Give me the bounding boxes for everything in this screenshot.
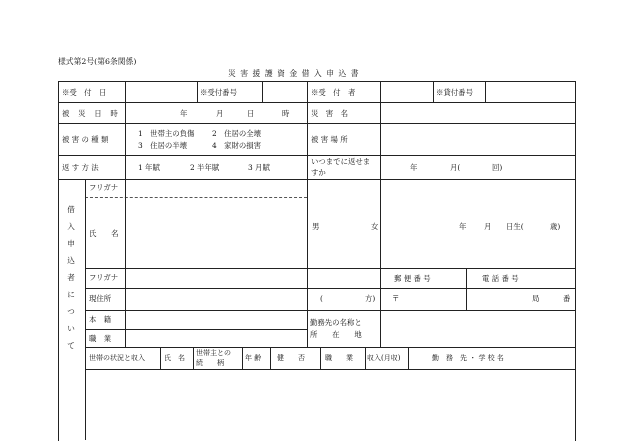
phone-exchange-unit: 局 [532,294,540,303]
date-hour-unit: 時 [282,109,290,118]
repay-times-unit: 回) [492,163,503,172]
household-col-health: 健 否 [277,354,305,362]
furigana-dash-line [85,197,307,198]
col-line [408,347,409,369]
col-line [380,179,381,268]
repay-option-monthly: 3 月賦 [248,163,270,172]
date-year-unit: 年 [180,109,188,118]
row-line [58,179,576,180]
row-line [85,288,576,289]
row-line [307,310,576,311]
damage-place-label: 被 害 場 所 [311,135,348,144]
col-line [242,347,243,369]
disaster-date-label: 被 災 日 時 [62,109,122,118]
disaster-name-label: 災 害 名 [311,109,348,118]
furigana-label: フリガナ [89,183,119,192]
postal-mark-icon: 〒 [392,294,400,303]
household-col-relation: 世帯主との [196,349,231,357]
col-line [320,347,321,369]
repay-method-label: 返 す 方 法 [62,163,99,172]
household-col-age: 年 齢 [245,354,262,362]
household-col-relation-cont: 続 柄 [196,359,224,367]
damage-option-1: 1 世帯主の負傷 [138,129,195,138]
furigana-label-2: フリガナ [89,273,119,282]
row-line [85,268,576,269]
household-header: 世帯の状況と収入 [89,354,145,362]
date-month-unit: 月 [216,109,224,118]
phone-number-unit: 番 [563,294,571,303]
household-col-workplace: 勤 務 先 ・ 学 校 名 [432,354,504,362]
birth-month-unit: 月 [484,222,492,231]
repay-month-unit: 月( [450,163,461,172]
workplace-label-cont: 所 在 地 [310,330,362,339]
col-line [380,81,381,179]
form-number: 様式第2号(第6条関係) [58,57,137,66]
address-label: 現住所 [89,294,112,303]
damage-option-3: 3 住居の半壊 [138,141,188,150]
col-line [485,81,486,102]
col-line [262,81,263,102]
postal-code-label: 郵 便 番 号 [394,274,431,283]
damage-type-label: 被 害 の 種 類 [62,135,109,144]
col-line [466,268,467,310]
repay-option-semiannual: 2 半年賦 [190,163,220,172]
row-line [85,329,307,330]
birth-year-unit: 年 [459,222,467,231]
receiver-label: ※受 付 者 [311,88,356,97]
col-line [197,81,198,102]
col-line [380,268,381,310]
reception-date-label: ※受 付 日 [62,88,107,97]
gender-female[interactable]: 女 [371,222,379,231]
occupation-label: 職 業 [89,334,112,343]
row-line [58,123,576,124]
col-line [85,179,86,440]
loan-number-label: ※貸付番号 [436,88,473,97]
date-day-unit: 日 [247,109,255,118]
row-line [85,347,576,348]
repay-by-label: いつまでに返せま [311,157,371,166]
household-col-occupation: 職 業 [325,354,353,362]
col-line [307,81,308,347]
domicile-label: 本 籍 [89,315,112,324]
row-line [85,369,576,370]
birth-age-unit: 歳) [550,222,561,231]
reception-number-label: ※受付番号 [200,88,237,97]
col-line [270,347,271,369]
row-line [85,310,307,311]
col-line [365,347,366,369]
row-line [58,155,576,156]
name-label: 氏 名 [89,229,119,238]
col-line [125,81,126,179]
repay-option-annual: 1 年賦 [138,163,160,172]
repay-by-label-cont: すか [311,168,326,177]
phone-number-label: 電 話 番 号 [482,274,519,283]
col-line [380,310,381,347]
col-line [125,179,126,347]
damage-option-4: 4 家財の損害 [212,141,262,150]
form-title: 災 害 援 護 資 金 借 入 申 込 書 [228,69,360,78]
applicant-section-label: 借 入 申 込 者 に つ い て [67,205,75,350]
address-paren-close: 方) [365,294,376,303]
household-col-income: 収入(月収) [367,354,401,362]
col-line [160,347,161,369]
birth-day-unit: 日生( [506,222,524,231]
gender-male[interactable]: 男 [312,222,320,231]
col-line [433,81,434,102]
household-col-name: 氏 名 [164,354,185,362]
workplace-label: 勤務先の名称と [310,318,362,327]
damage-option-2: 2 住居の全壊 [212,129,262,138]
row-line [58,102,576,103]
col-line [193,347,194,369]
address-paren-open: ( [320,294,323,303]
repay-year-unit: 年 [410,163,418,172]
